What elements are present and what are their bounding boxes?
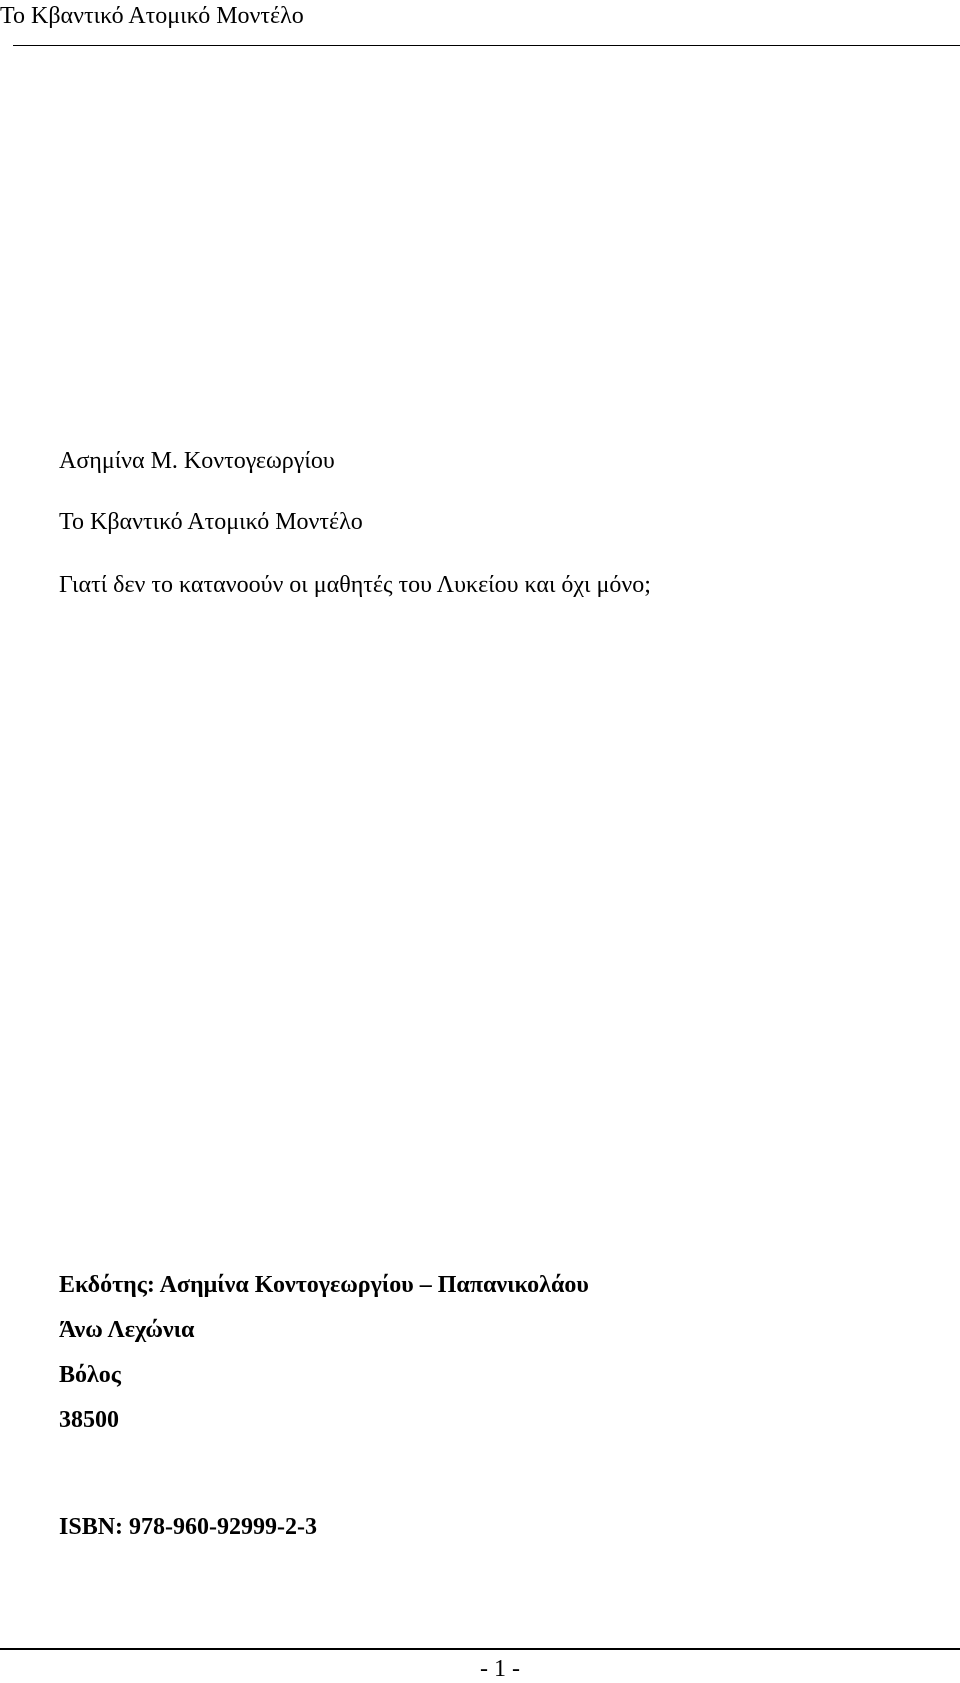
publisher-locality: Άνω Λεχώνια	[59, 1317, 195, 1343]
footer-rule	[0, 1648, 960, 1650]
book-subtitle: Γιατί δεν το κατανοούν οι μαθητές του Λυκείου και όχι μόνο;	[59, 572, 651, 598]
page-number: - 1 -	[480, 1656, 520, 1682]
running-header-title: Το Κβαντικό Ατομικό Μοντέλο	[0, 3, 304, 29]
author-name: Ασημίνα Μ. Κοντογεωργίου	[59, 448, 335, 474]
isbn-line: ISBN: 978-960-92999-2-3	[59, 1514, 317, 1540]
publisher-line: Εκδότης: Ασημίνα Κοντογεωργίου – Παπανικολάου	[59, 1272, 589, 1298]
book-title: Το Κβαντικό Ατομικό Μοντέλο	[59, 509, 363, 535]
publisher-city: Βόλος	[59, 1362, 121, 1388]
publisher-postcode: 38500	[59, 1407, 119, 1433]
header-rule	[13, 45, 960, 46]
